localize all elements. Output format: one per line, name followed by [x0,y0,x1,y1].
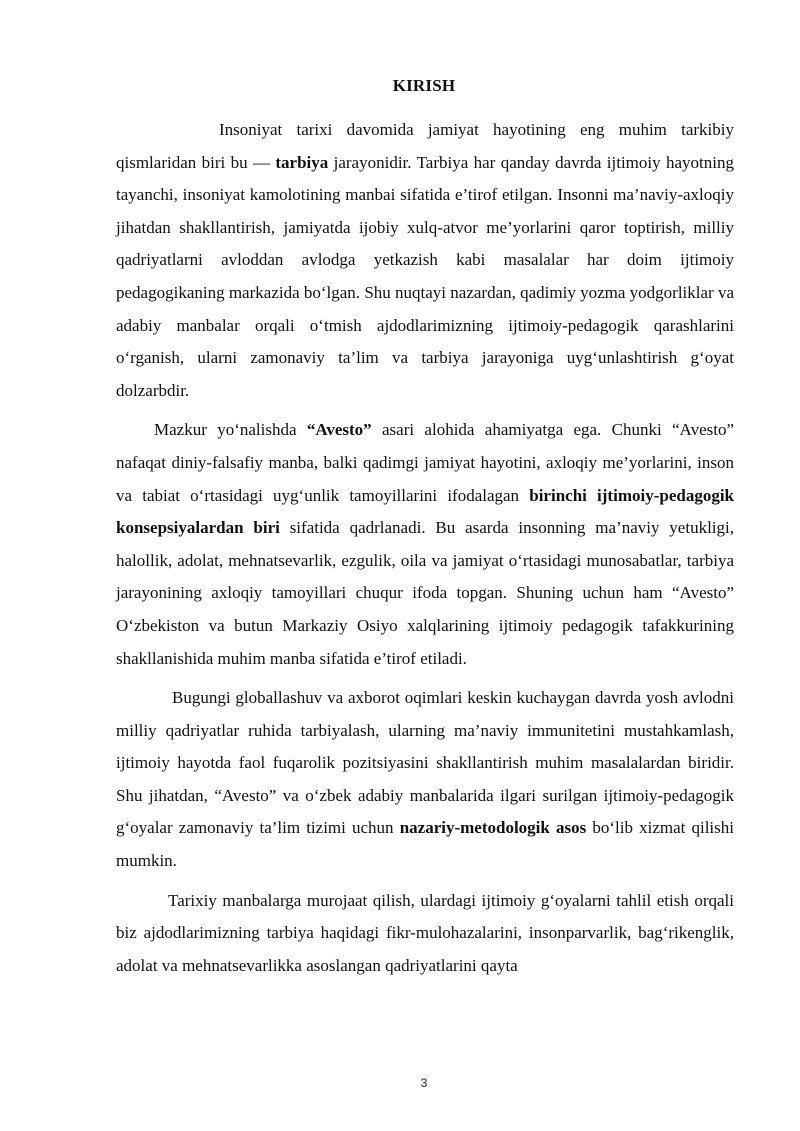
paragraph-text: Bugungi globallashuv va axborot oqimlari keskin kuchaygan davrda yosh avlodni milliy qadriyatlar ruhida tarbiyalash, ularning ma’naviy immunitetini mustahkamlash, ijtimoiy hayotda faol fuqarolik pozitsiyasini shakllantirish muhim masalalardan biridir. Shu jihatdan, “Avesto” va o‘zbek adabiy manbalarida ilgari surilgan ijtimoiy-pedagogik g‘oyalar zamonaviy ta’lim tizimi uchun [116,688,734,838]
page-number: 3 [420,1076,428,1090]
paragraph-text: Insoniyat tarixi davomida jamiyat hayotining eng muhim tarkibiy qismlaridan biri bu — [116,120,734,172]
document-body [116,114,734,989]
paragraph-text: Tarixiy manbalarga murojaat qilish, ulardagi ijtimoiy g‘oyalarni tahlil etish orqali biz ajdodlarimizning tarbiya haqidagi fikr-mulohazalarini, insonparvarlik, bag‘rikenglik, adolat va mehnatsevarlikka asoslangan qadriyatlarini qayta [116,890,734,975]
paragraph-text: jarayonidir. Tarbiya har qanday davrda ijtimoiy hayotning tayanchi, insoniyat kamolotining manbai sifatida e’tirof etilgan. Insonni ma’naviy-axloqiy jihatdan shakllantirish, jamiyatda ijobiy xulq-atvor me’yorlarini qaror toptirish, milliy qadriyatlarni avloddan avlodga yetkazish kabi masalalar har doim ijtimoiy pedagogikaning markazida bo‘lgan. Shu nuqtayi nazardan, qadimiy yozma yodgorliklar va adabiy manbalar orqali o‘tmish ajdodlarimizning ijtimoiy-pedagogik qarashlarini o‘rganish, ularni zamonaviy ta’lim va tarbiya jarayoniga uyg‘unlashtirish g‘oyat dolzarbdir. [116,152,734,400]
emphasis-term: birinchi ijtimoiy-pedagogik konsepsiyalardan biri [116,485,734,538]
emphasis-term: tarbiya [275,152,329,172]
paragraph-text: sifatida qadrlanadi. Bu asarda insonning ma’naviy yetukligi, halollik, adolat, mehnatsevarlik, ezgulik, oila va jamiyat o‘rtasidagi munosabatlar, tarbiya jarayonining axloqiy tamoyillari chuqur ifoda topgan. Shuning uchun ham “Avesto” O‘zbekiston va butun Markaziy Osiyo xalqlarining ijtimoiy pedagogik tafakkurining shakllanishida muhim manba sifatida e’tirof etiladi. [116,518,734,668]
paragraph-intro [116,114,734,407]
paragraph-text: bo‘lib xizmat qilishi mumkin. [116,818,734,871]
paragraph-historical-sources [116,885,734,983]
paragraph-text: asari alohida ahamiyatga ega. Chunki “Avesto” nafaqat diniy-falsafiy manba, balki qadimgi jamiyat hayotini, axloqiy me’yorlarini, inson va tabiat o‘rtasidagi uyg‘unlik tamoyillarini ifodalagan [116,420,735,505]
paragraph-text: Mazkur yo‘nalishda [154,420,307,440]
emphasis-term: nazariy-metodologik asos [399,818,587,838]
section-title: KIRISH [392,76,456,95]
emphasis-term: “Avesto” [306,420,372,440]
paragraph-avesto [116,414,734,675]
paragraph-globalization [116,682,734,878]
